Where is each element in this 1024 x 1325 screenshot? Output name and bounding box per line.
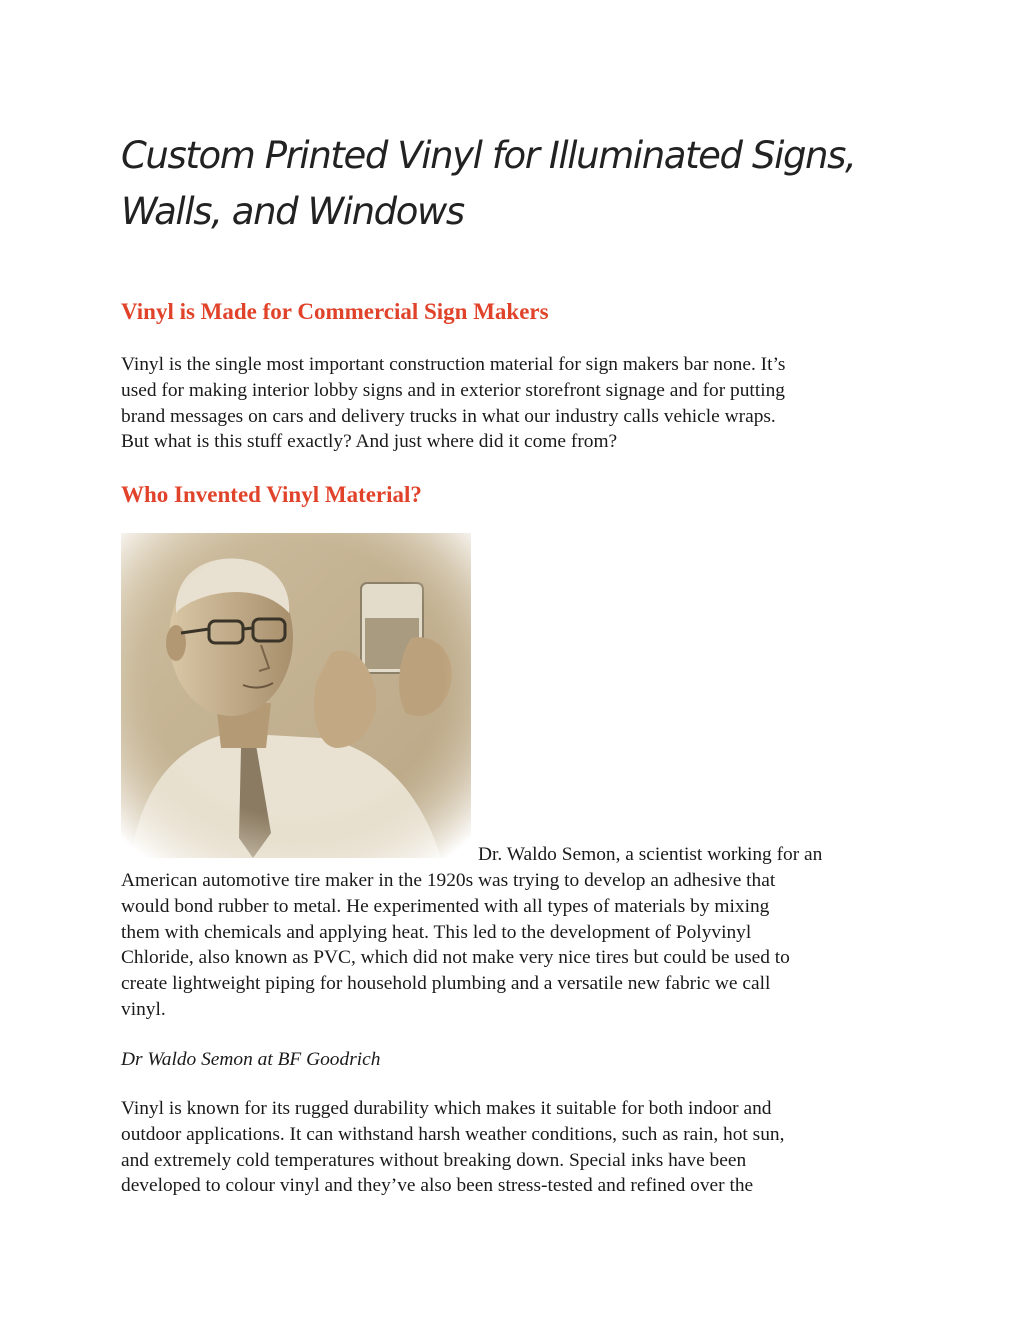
intro-line: But what is this stuff exactly? And just where did it come from? (121, 431, 618, 453)
section-heading-vinyl-for-sign-makers: Vinyl is Made for Commercial Sign Makers (121, 299, 549, 324)
lead-in-text: Dr. Waldo Semon, a scientist working for an (478, 844, 823, 865)
inventor-line: American automotive tire maker in the 1920s was trying to develop an adhesive that (121, 870, 776, 891)
durability-line: developed to colour vinyl and they’ve also been stress-tested and refined over the (121, 1175, 754, 1197)
portrait-photo-icon (121, 533, 471, 858)
intro-paragraph (121, 352, 911, 455)
page-title (121, 128, 911, 240)
section-heading-who-invented-vinyl: Who Invented Vinyl Material? (121, 482, 422, 507)
durability-line: outdoor applications. It can withstand harsh weather conditions, such as rain, hot sun, (121, 1123, 785, 1145)
durability-line: Vinyl is known for its rugged durability which makes it suitable for both indoor and (121, 1098, 772, 1119)
inventor-line: vinyl. (121, 998, 166, 1020)
page-title-line-1: Custom Printed Vinyl for Illuminated Signs, (121, 134, 856, 177)
durability-line: and extremely cold temperatures without breaking down. Special inks have been (121, 1149, 747, 1171)
intro-line: used for making interior lobby signs and in exterior storefront signage and for putting (121, 379, 785, 401)
inventor-paragraph (121, 868, 911, 1023)
intro-line: brand messages on cars and delivery trucks in what our industry calls vehicle wraps. (121, 405, 776, 427)
page-title-line-2: Walls, and Windows (121, 190, 464, 233)
inventor-line: create lightweight piping for household plumbing and a versatile new fabric we call (121, 973, 771, 995)
figure-row (121, 533, 911, 868)
durability-paragraph (121, 1096, 911, 1199)
intro-line: Vinyl is the single most important construction material for sign makers bar none. It’s (121, 354, 786, 375)
photo-caption: Dr Waldo Semon at BF Goodrich (121, 1049, 381, 1070)
inventor-line: them with chemicals and applying heat. This led to the development of Polyvinyl (121, 921, 752, 943)
inventor-line: Chloride, also known as PVC, which did not make very nice tires but could be used to (121, 947, 790, 969)
inventor-line: would bond rubber to metal. He experimented with all types of materials by mixing (121, 895, 770, 917)
